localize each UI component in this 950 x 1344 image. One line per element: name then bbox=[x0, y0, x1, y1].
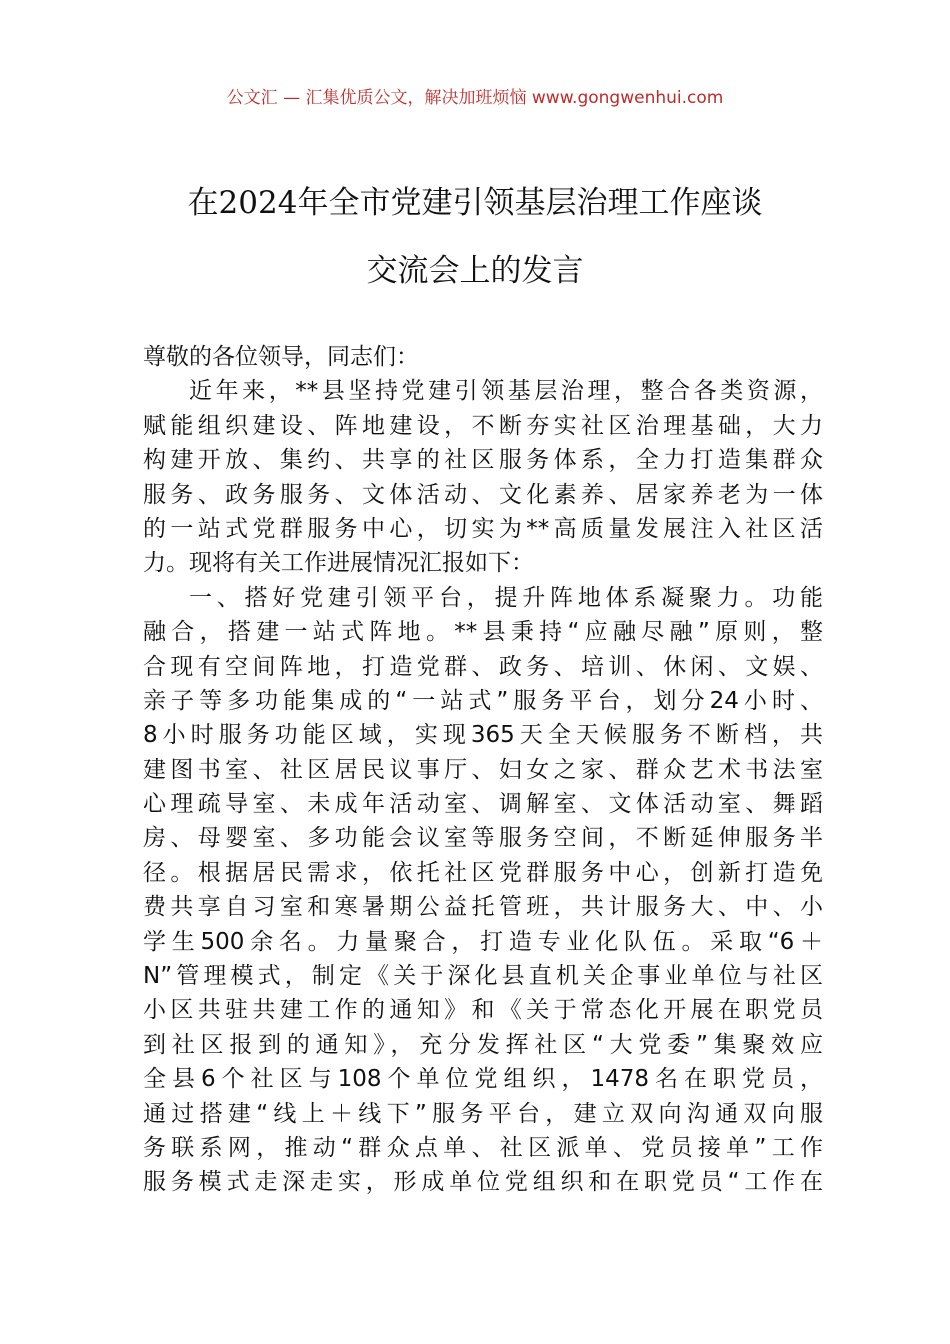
paragraph-line: 近年来，**县坚持党建引领基层治理，整合各类资源， bbox=[189, 378, 823, 405]
paragraph-line: 学生500余名。力量聚合，打造专业化队伍。采取“6＋ bbox=[143, 928, 823, 955]
document-body bbox=[143, 340, 823, 1200]
paragraph-line: 亲子等多功能集成的“一站式”服务平台，划分24小时、 bbox=[143, 687, 823, 714]
paragraph-line: 房、母婴室、多功能会议室等服务空间，不断延伸服务半 bbox=[143, 825, 823, 852]
paragraph-line: 力。现将有关工作进展情况汇报如下： bbox=[143, 550, 534, 577]
header-slogan: 公文汇 — 汇集优质公文，解决加班烦恼 bbox=[226, 88, 527, 108]
salutation: 尊敬的各位领导，同志们： bbox=[143, 344, 419, 370]
paragraph-line: 合现有空间阵地，打造党群、政务、培训、休闲、文娱、 bbox=[143, 653, 823, 680]
document-title-line-2: 交流会上的发言 bbox=[366, 253, 584, 289]
paragraph-line: 建图书室、社区居民议事厅、妇女之家、群众艺术书法室 bbox=[143, 756, 823, 783]
paragraph-line: 务联系网，推动“群众点单、社区派单、党员接单”工作 bbox=[143, 1134, 823, 1161]
header-url[interactable]: www.gongwenhui.com bbox=[531, 88, 724, 108]
paragraph-line: 构建开放、集约、共享的社区服务体系，全力打造集群众 bbox=[143, 447, 823, 474]
paragraph-line: 心理疏导室、未成年活动室、调解室、文体活动室、舞蹈 bbox=[143, 791, 823, 818]
paragraph-line: 小区共驻共建工作的通知》和《关于常态化开展在职党员 bbox=[143, 997, 823, 1024]
paragraph-line: 融合，搭建一站式阵地。**县秉持“应融尽融”原则，整 bbox=[143, 619, 823, 646]
document-title-line-1: 在2024年全市党建引领基层治理工作座谈 bbox=[187, 185, 763, 221]
paragraph-line: N”管理模式，制定《关于深化县直机关企事业单位与社区 bbox=[143, 963, 823, 990]
paragraph-line: 径。根据居民需求，依托社区党群服务中心，创新打造免 bbox=[143, 859, 823, 886]
paragraph-line: 赋能组织建设、阵地建设，不断夯实社区治理基础，大力 bbox=[143, 412, 823, 439]
paragraph-line: 8小时服务功能区域，实现365天全天候服务不断档，共 bbox=[143, 722, 823, 749]
paragraph-line: 的一站式党群服务中心，切实为**高质量发展注入社区活 bbox=[143, 515, 823, 542]
paragraph-line: 全县6个社区与108个单位党组织，1478名在职党员， bbox=[143, 1066, 823, 1093]
paragraph-line: 服务、政务服务、文体活动、文化素养、居家养老为一体 bbox=[143, 481, 823, 508]
site-header bbox=[0, 86, 950, 110]
paragraph-line: 到社区报到的通知》，充分发挥社区“大党委”集聚效应 bbox=[143, 1031, 823, 1058]
paragraph-line: 通过搭建“线上＋线下”服务平台，建立双向沟通双向服 bbox=[143, 1100, 823, 1127]
paragraph-line: 一、搭好党建引领平台，提升阵地体系凝聚力。功能 bbox=[189, 584, 823, 611]
paragraph-line: 费共享自习室和寒暑期公益托管班，共计服务大、中、小 bbox=[143, 894, 823, 921]
paragraph-line: 服务模式走深走实，形成单位党组织和在职党员“工作在 bbox=[143, 1169, 823, 1196]
